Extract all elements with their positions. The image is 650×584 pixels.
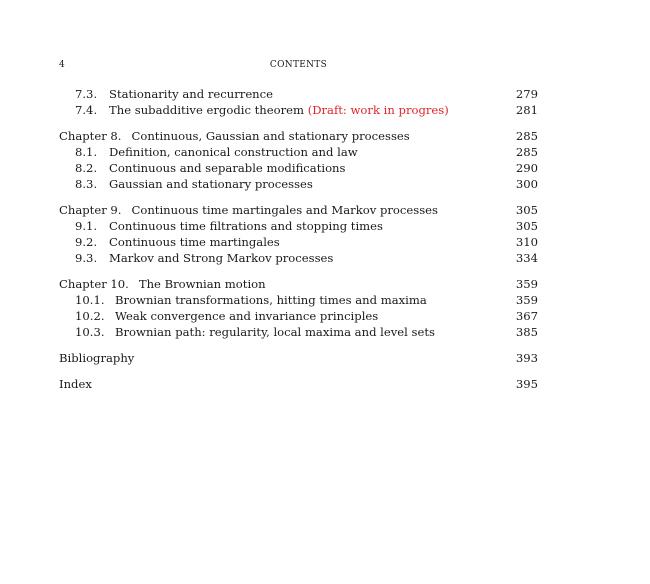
chapter-label: Chapter 10. bbox=[59, 277, 129, 291]
section-page: 334 bbox=[515, 251, 538, 265]
toc-section-9-2[interactable] bbox=[59, 234, 538, 250]
draft-note: (Draft: work in progres) bbox=[307, 103, 449, 117]
chapter-label: Chapter 8. bbox=[59, 129, 122, 143]
section-title: Continuous time filtrations and stopping times bbox=[109, 219, 383, 233]
section-number: 7.3. bbox=[75, 87, 98, 101]
toc-chapter-10[interactable] bbox=[59, 276, 538, 292]
running-title: CONTENTS bbox=[269, 60, 328, 70]
section-title: Weak convergence and invariance principles bbox=[115, 309, 379, 323]
toc-section-8-3[interactable] bbox=[59, 176, 538, 192]
chapter-page: 359 bbox=[515, 277, 538, 291]
section-number: 10.2. bbox=[75, 309, 105, 323]
section-number: 8.3. bbox=[75, 177, 98, 191]
toc-chapter-9[interactable] bbox=[59, 202, 538, 218]
toc-section-7-3[interactable] bbox=[59, 86, 538, 102]
chapter-title: Continuous time martingales and Markov processes bbox=[131, 203, 438, 217]
back-matter-title: Index bbox=[59, 377, 92, 391]
table-of-contents bbox=[59, 86, 538, 392]
section-title: Markov and Strong Markov processes bbox=[109, 251, 334, 265]
section-number: 9.3. bbox=[75, 251, 98, 265]
section-number: 8.1. bbox=[75, 145, 98, 159]
section-number: 9.2. bbox=[75, 235, 98, 249]
back-matter-page: 393 bbox=[515, 351, 538, 365]
toc-section-9-3[interactable] bbox=[59, 250, 538, 266]
toc-section-8-1[interactable] bbox=[59, 144, 538, 160]
toc-index[interactable] bbox=[59, 376, 538, 392]
chapter-page: 305 bbox=[515, 203, 538, 217]
section-title: The subadditive ergodic theorem bbox=[109, 103, 304, 117]
section-page: 285 bbox=[515, 145, 538, 159]
chapter-label: Chapter 9. bbox=[59, 203, 122, 217]
section-page: 367 bbox=[515, 309, 538, 323]
section-page: 279 bbox=[515, 87, 538, 101]
section-title: Continuous time martingales bbox=[109, 235, 280, 249]
toc-chapter-8[interactable] bbox=[59, 128, 538, 144]
section-page: 359 bbox=[515, 293, 538, 307]
chapter-title: The Brownian motion bbox=[138, 277, 266, 291]
section-number: 10.3. bbox=[75, 325, 105, 339]
section-page: 310 bbox=[515, 235, 538, 249]
section-title: Stationarity and recurrence bbox=[109, 87, 273, 101]
toc-bibliography[interactable] bbox=[59, 350, 538, 366]
section-title: Definition, canonical construction and law bbox=[109, 145, 358, 159]
section-number: 8.2. bbox=[75, 161, 98, 175]
section-page: 281 bbox=[515, 103, 538, 117]
toc-section-10-1[interactable] bbox=[59, 292, 538, 308]
section-number: 7.4. bbox=[75, 103, 98, 117]
section-number: 10.1. bbox=[75, 293, 105, 307]
section-number: 9.1. bbox=[75, 219, 98, 233]
toc-section-10-2[interactable] bbox=[59, 308, 538, 324]
page-header bbox=[59, 60, 538, 74]
section-title: Brownian transformations, hitting times and maxima bbox=[115, 293, 427, 307]
toc-section-10-3[interactable] bbox=[59, 324, 538, 340]
back-matter-page: 395 bbox=[515, 377, 538, 391]
section-title: Brownian path: regularity, local maxima and level sets bbox=[115, 325, 435, 339]
section-title: Gaussian and stationary processes bbox=[109, 177, 313, 191]
toc-section-9-1[interactable] bbox=[59, 218, 538, 234]
section-page: 300 bbox=[515, 177, 538, 191]
section-page: 305 bbox=[515, 219, 538, 233]
section-page: 290 bbox=[515, 161, 538, 175]
back-matter-title: Bibliography bbox=[59, 351, 135, 365]
chapter-page: 285 bbox=[515, 129, 538, 143]
toc-section-7-4[interactable] bbox=[59, 102, 538, 118]
chapter-title: Continuous, Gaussian and stationary processes bbox=[131, 129, 410, 143]
section-title: Continuous and separable modifications bbox=[109, 161, 346, 175]
toc-section-8-2[interactable] bbox=[59, 160, 538, 176]
page-number: 4 bbox=[59, 60, 65, 70]
section-page: 385 bbox=[515, 325, 538, 339]
